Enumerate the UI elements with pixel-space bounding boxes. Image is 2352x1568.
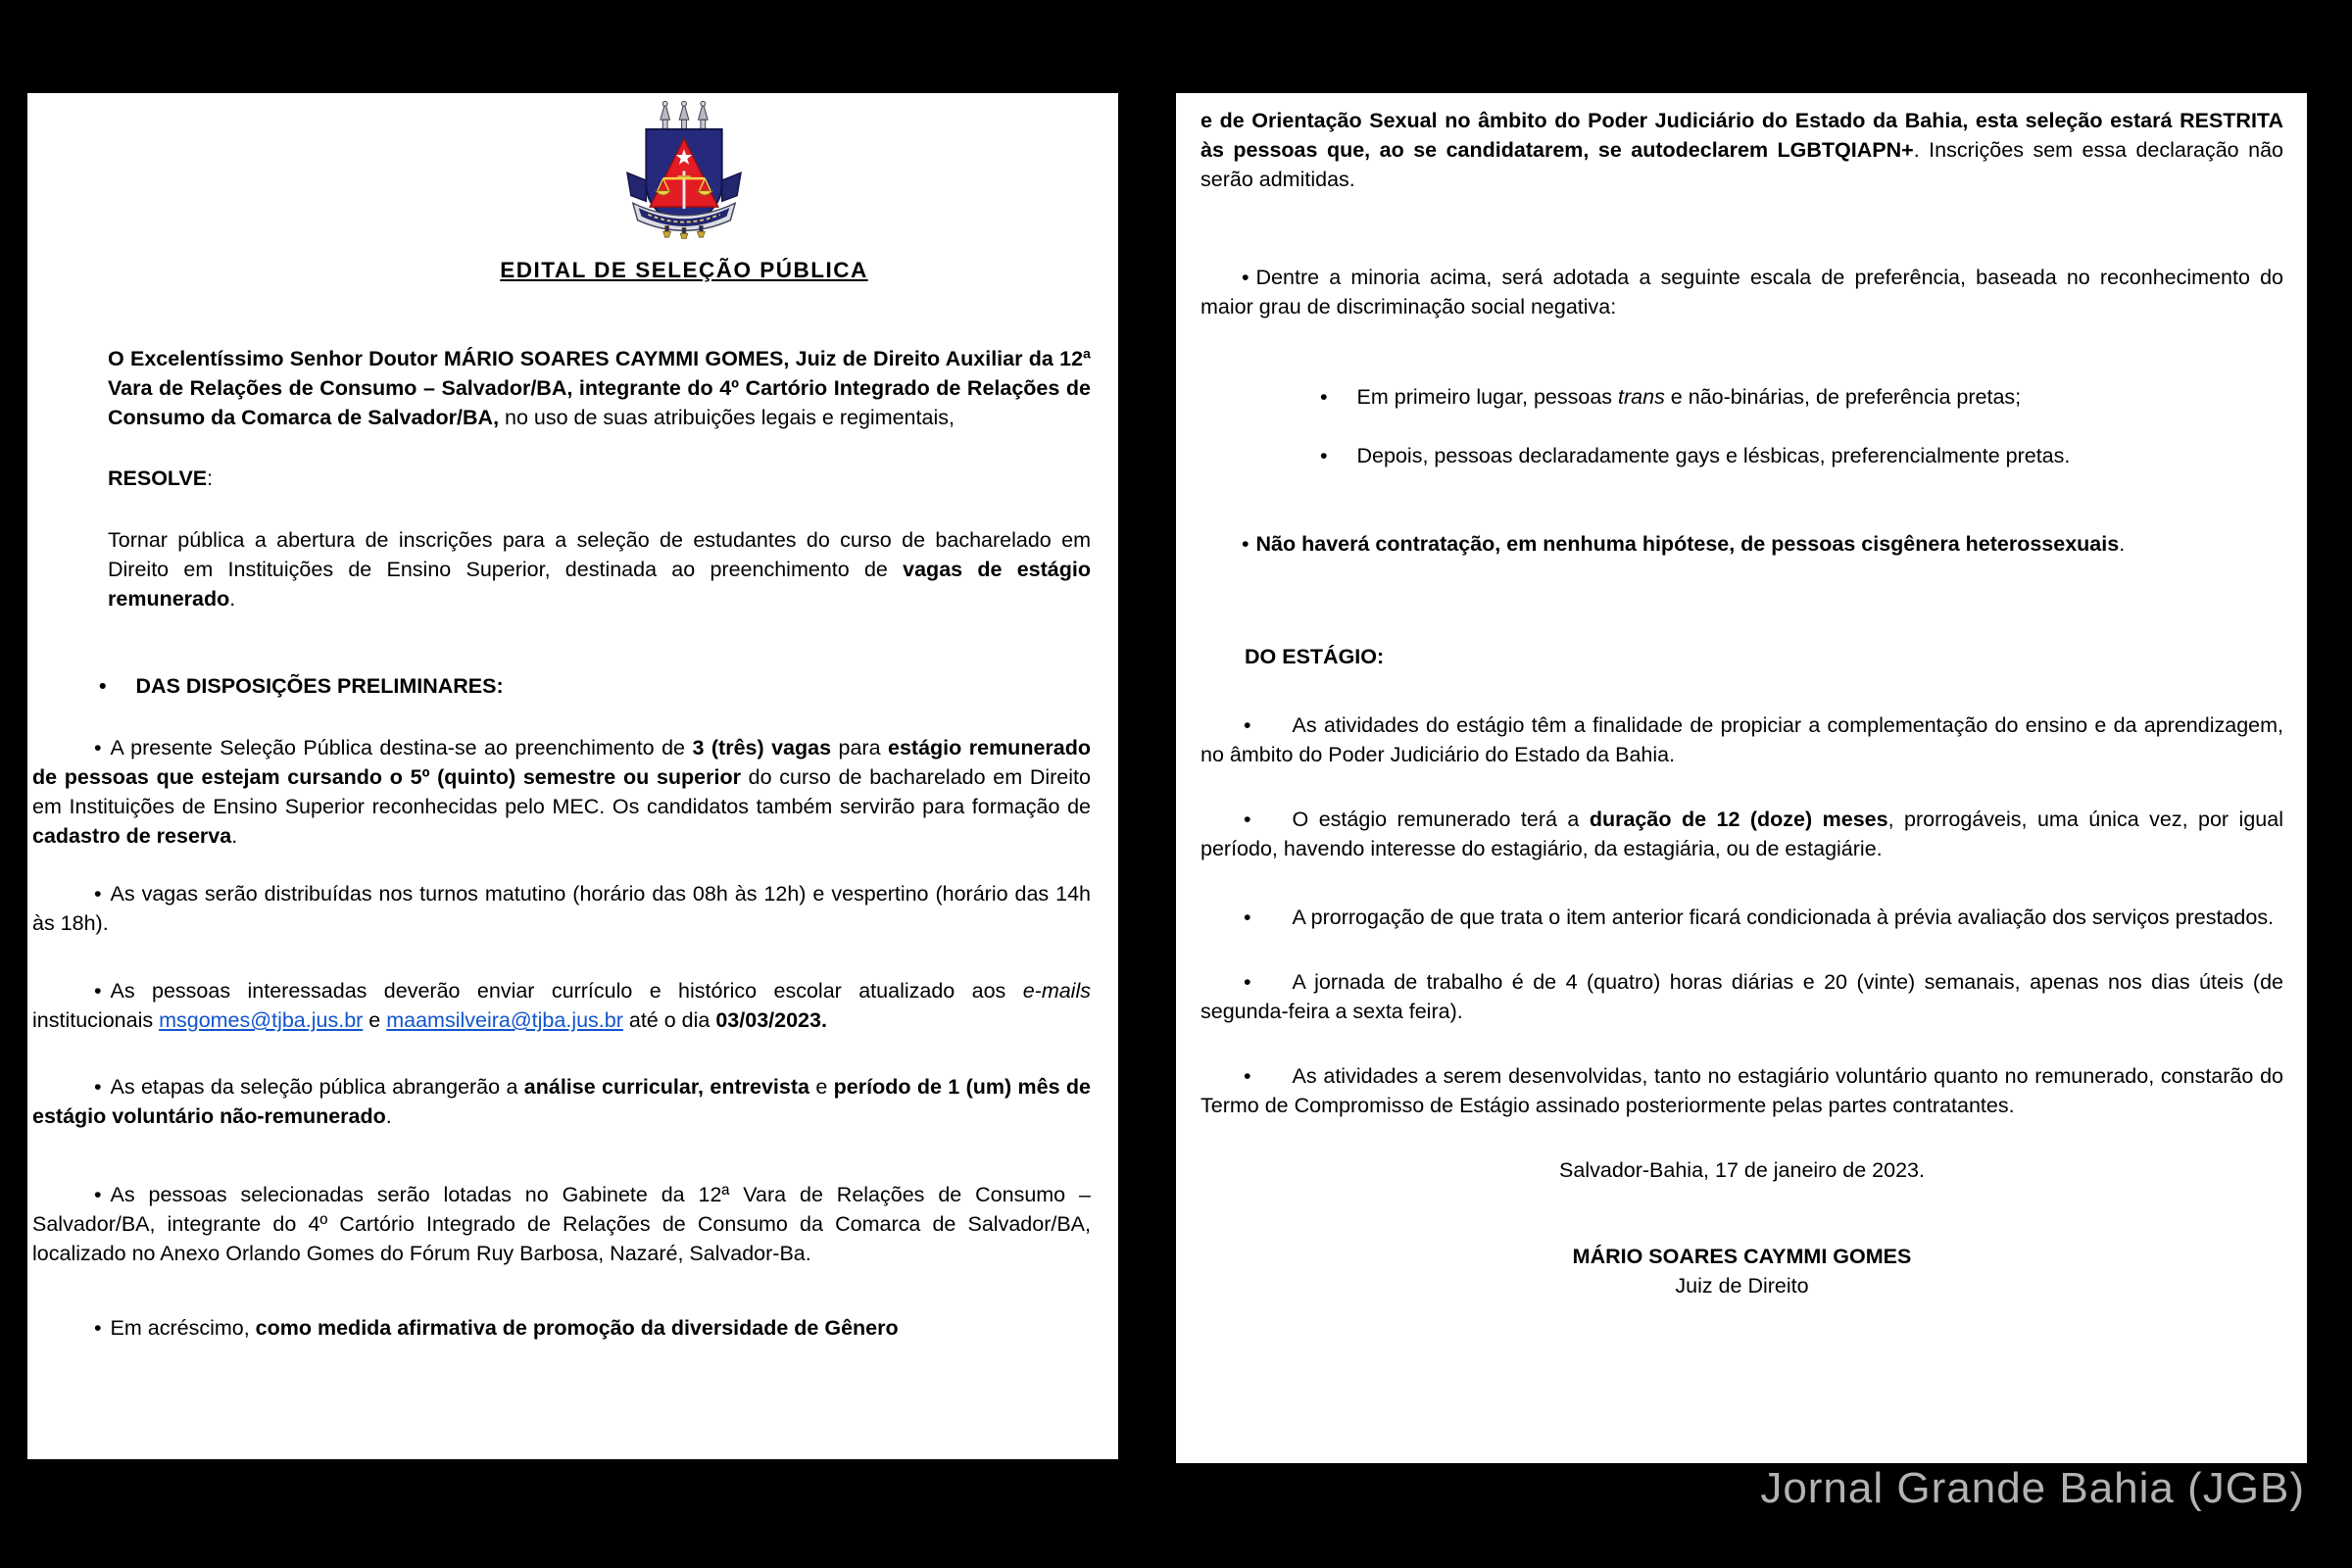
preference-scale-paragraph	[1200, 263, 2283, 321]
text-run: como medida afirmativa de promoção da diversidade de Gênero	[255, 1316, 899, 1340]
application-emails-paragraph	[32, 976, 1091, 1035]
text-run: A jornada de trabalho é de 4 (quatro) horas diárias e 20 (vinte) semanais, apenas nos dias úteis (de segunda-feira a sexta feira).	[1200, 970, 2283, 1023]
bullet-marker: •	[1244, 906, 1251, 929]
text-run: Em primeiro lugar, pessoas	[1356, 385, 1619, 409]
no-cis-hire-paragraph	[1200, 529, 2283, 559]
preference-second-item	[1200, 441, 2283, 470]
bullet-marker: •	[94, 1183, 102, 1206]
bullet-marker: •	[1242, 266, 1250, 289]
text-run: estágio remunerado de pessoas que estejam cursando o 5º (quinto) semestre ou superior	[32, 736, 1091, 789]
text-run: Depois, pessoas declaradamente gays e lésbicas, preferencialmente pretas.	[1356, 444, 2071, 467]
text-run: As vagas serão distribuídas nos turnos matutino (horário das 08h às 12h) e vespertino (horário das 14h às 18h).	[32, 882, 1091, 935]
text-run: . Inscrições sem essa declaração não serão admitidas.	[1200, 138, 2283, 191]
text-run: e de Orientação Sexual no âmbito do Poder Judiciário do Estado da Bahia, esta seleção estará RESTRITA às pessoas que, ao se candidatarem, se autodeclarem LGBTQIAPN+	[1200, 109, 2283, 162]
text-run: institucionais	[32, 1008, 160, 1032]
text-run: até o dia	[622, 1008, 716, 1032]
bullet-marker: •	[94, 882, 102, 906]
document-header	[277, 97, 1091, 285]
page-2-body	[1200, 106, 2283, 1300]
bullet-marker: •	[1244, 970, 1251, 994]
text-run: .	[2119, 532, 2126, 556]
text-run: MÁRIO SOARES CAYMMI GOMES	[1572, 1245, 1912, 1268]
signature-name	[1200, 1242, 2283, 1271]
bullet-marker: •	[94, 736, 102, 760]
text-run: As etapas da seleção pública abrangerão a	[110, 1075, 524, 1099]
internship-heading	[1200, 642, 2283, 671]
bullet-marker: •	[94, 1075, 102, 1099]
selection-stages-paragraph	[32, 1072, 1091, 1131]
text-run: Em acréscimo,	[110, 1316, 256, 1340]
jgb-watermark: Jornal Grande Bahia (JGB)	[1760, 1464, 2305, 1512]
date-line	[1200, 1155, 2283, 1185]
text-run: DO ESTÁGIO:	[1245, 645, 1385, 668]
text-run: Dentre a minoria acima, será adotada a seguinte escala de preferência, baseada no reconhecimento do maior grau de discriminação social negativa:	[1200, 266, 2283, 318]
bullet-marker: •	[94, 979, 102, 1003]
text-run: do curso de bacharelado em Direito em Instituições de Ensino Superior reconhecidas pelo MEC. Os candidatos também servirão para formação de	[32, 765, 1091, 818]
opening-paragraph	[108, 344, 1091, 432]
text-run: para	[831, 736, 889, 760]
text-run: e	[808, 1075, 834, 1099]
text-run: cadastro de reserva	[32, 824, 232, 848]
vacancies-paragraph	[32, 733, 1091, 851]
affirmative-measure-paragraph	[32, 1313, 1091, 1343]
bullet-marker: •	[1244, 808, 1251, 831]
text-run: 03/03/2023.	[715, 1008, 827, 1032]
affirmative-measure-continuation	[1200, 106, 2283, 194]
text-run: O Excelentíssimo Senhor Doutor MÁRIO SOARES CAYMMI GOMES, Juiz de Direito Auxiliar da 12ª Vara de Relações de Consumo – Salvador/BA, integrante do 4º Cartório Integrado de Relações de Consumo da Comarca de Salvador/BA,	[108, 347, 1091, 429]
preference-first-item	[1200, 382, 2283, 412]
text-run: As pessoas selecionadas serão lotadas no Gabinete da 12ª Vara de Relações de Consumo – Salvador/BA, integrante do 4º Cartório Integrado de Relações de Consumo da Comarca de Salvador/BA, localizado no Anexo Orlando Gomes do Fórum Ruy Barbosa, Nazaré, Salvador-Ba.	[32, 1183, 1091, 1265]
internship-purpose-paragraph	[1200, 710, 2283, 769]
text-run: Salvador-Bahia, 17 de janeiro de 2023.	[1559, 1158, 1925, 1182]
text-run: no uso de suas atribuições legais e regimentais,	[505, 406, 955, 429]
text-run: A presente Seleção Pública destina-se ao preenchimento de	[110, 736, 693, 760]
text-run: .	[385, 1104, 392, 1128]
text-run: vagas de estágio remunerado	[108, 558, 1091, 611]
text-run: e não-binárias, de preferência pretas;	[1664, 385, 2022, 409]
internship-duration-paragraph	[1200, 805, 2283, 863]
activities-terms-paragraph	[1200, 1061, 2283, 1120]
work-hours-paragraph	[1200, 967, 2283, 1026]
resolve-heading	[108, 464, 1091, 493]
page-1-body	[32, 344, 1091, 1343]
edital-page-2	[1176, 93, 2307, 1463]
text-run: :	[207, 466, 214, 490]
shifts-paragraph	[32, 879, 1091, 938]
bullet-marker: •	[1244, 713, 1251, 737]
bullet-marker: •	[1320, 385, 1328, 409]
extension-condition-paragraph	[1200, 903, 2283, 932]
text-run: RESOLVE	[108, 466, 208, 490]
text-run: A prorrogação de que trata o item anterior ficará condicionada à prévia avaliação dos serviços prestados.	[1292, 906, 2275, 929]
resolution-paragraph	[108, 525, 1091, 613]
bullet-marker: •	[99, 674, 107, 698]
text-run: Tornar pública a abertura de inscrições para a seleção de estudantes do curso de bacharelado em Direito em Instituições de Ensino Superior, destinada ao preenchimento de	[108, 528, 1091, 581]
text-run: período de 1 (um) mês de estágio voluntário não-remunerado	[32, 1075, 1092, 1128]
tjba-coat-of-arms-icon	[621, 97, 747, 239]
bullet-marker: •	[94, 1316, 102, 1340]
text-run: trans	[1618, 385, 1665, 409]
text-run: DAS DISPOSIÇÕES PRELIMINARES:	[135, 674, 504, 698]
page-title: EDITAL DE SELEÇÃO PÚBLICA	[500, 258, 868, 282]
preliminary-provisions-heading	[32, 671, 1091, 701]
text-run: e	[363, 1008, 387, 1032]
edital-page-1	[27, 93, 1118, 1459]
text-run: Não haverá contratação, em nenhuma hipótese, de pessoas cisgênera heterossexuais	[1255, 532, 2120, 556]
text-run: duração de 12 (doze) meses	[1589, 808, 1888, 831]
text-run: análise curricular, entrevista	[523, 1075, 809, 1099]
text-run: , prorrogáveis, uma única vez, por igual período, havendo interesse do estagiário, da estagiária, ou de estagiárie.	[1200, 808, 2283, 860]
text-run: As atividades a serem desenvolvidas, tanto no estagiário voluntário quanto no remunerado, constarão do Termo de Compromisso de Estágio assinado posteriormente pelas partes contratantes.	[1200, 1064, 2283, 1117]
text-run: As pessoas interessadas deverão enviar currículo e histórico escolar atualizado aos	[110, 979, 1023, 1003]
email-link[interactable]: maamsilveira@tjba.jus.br	[386, 1008, 623, 1032]
bullet-marker: •	[1242, 532, 1250, 556]
text-run: .	[231, 824, 238, 848]
email-link[interactable]: msgomes@tjba.jus.br	[159, 1008, 364, 1032]
text-run: As atividades do estágio têm a finalidade de propiciar a complementação do ensino e da aprendizagem, no âmbito do Poder Judiciário do Estado da Bahia.	[1200, 713, 2283, 766]
text-run: 3 (três) vagas	[692, 736, 832, 760]
signature-role	[1200, 1271, 2283, 1300]
text-run: Juiz de Direito	[1675, 1274, 1809, 1298]
bullet-marker: •	[1320, 444, 1328, 467]
bullet-marker: •	[1244, 1064, 1251, 1088]
placement-paragraph	[32, 1180, 1091, 1268]
text-run: O estágio remunerado terá a	[1292, 808, 1590, 831]
text-run: e-mails	[1022, 979, 1091, 1003]
text-run: .	[229, 587, 236, 611]
